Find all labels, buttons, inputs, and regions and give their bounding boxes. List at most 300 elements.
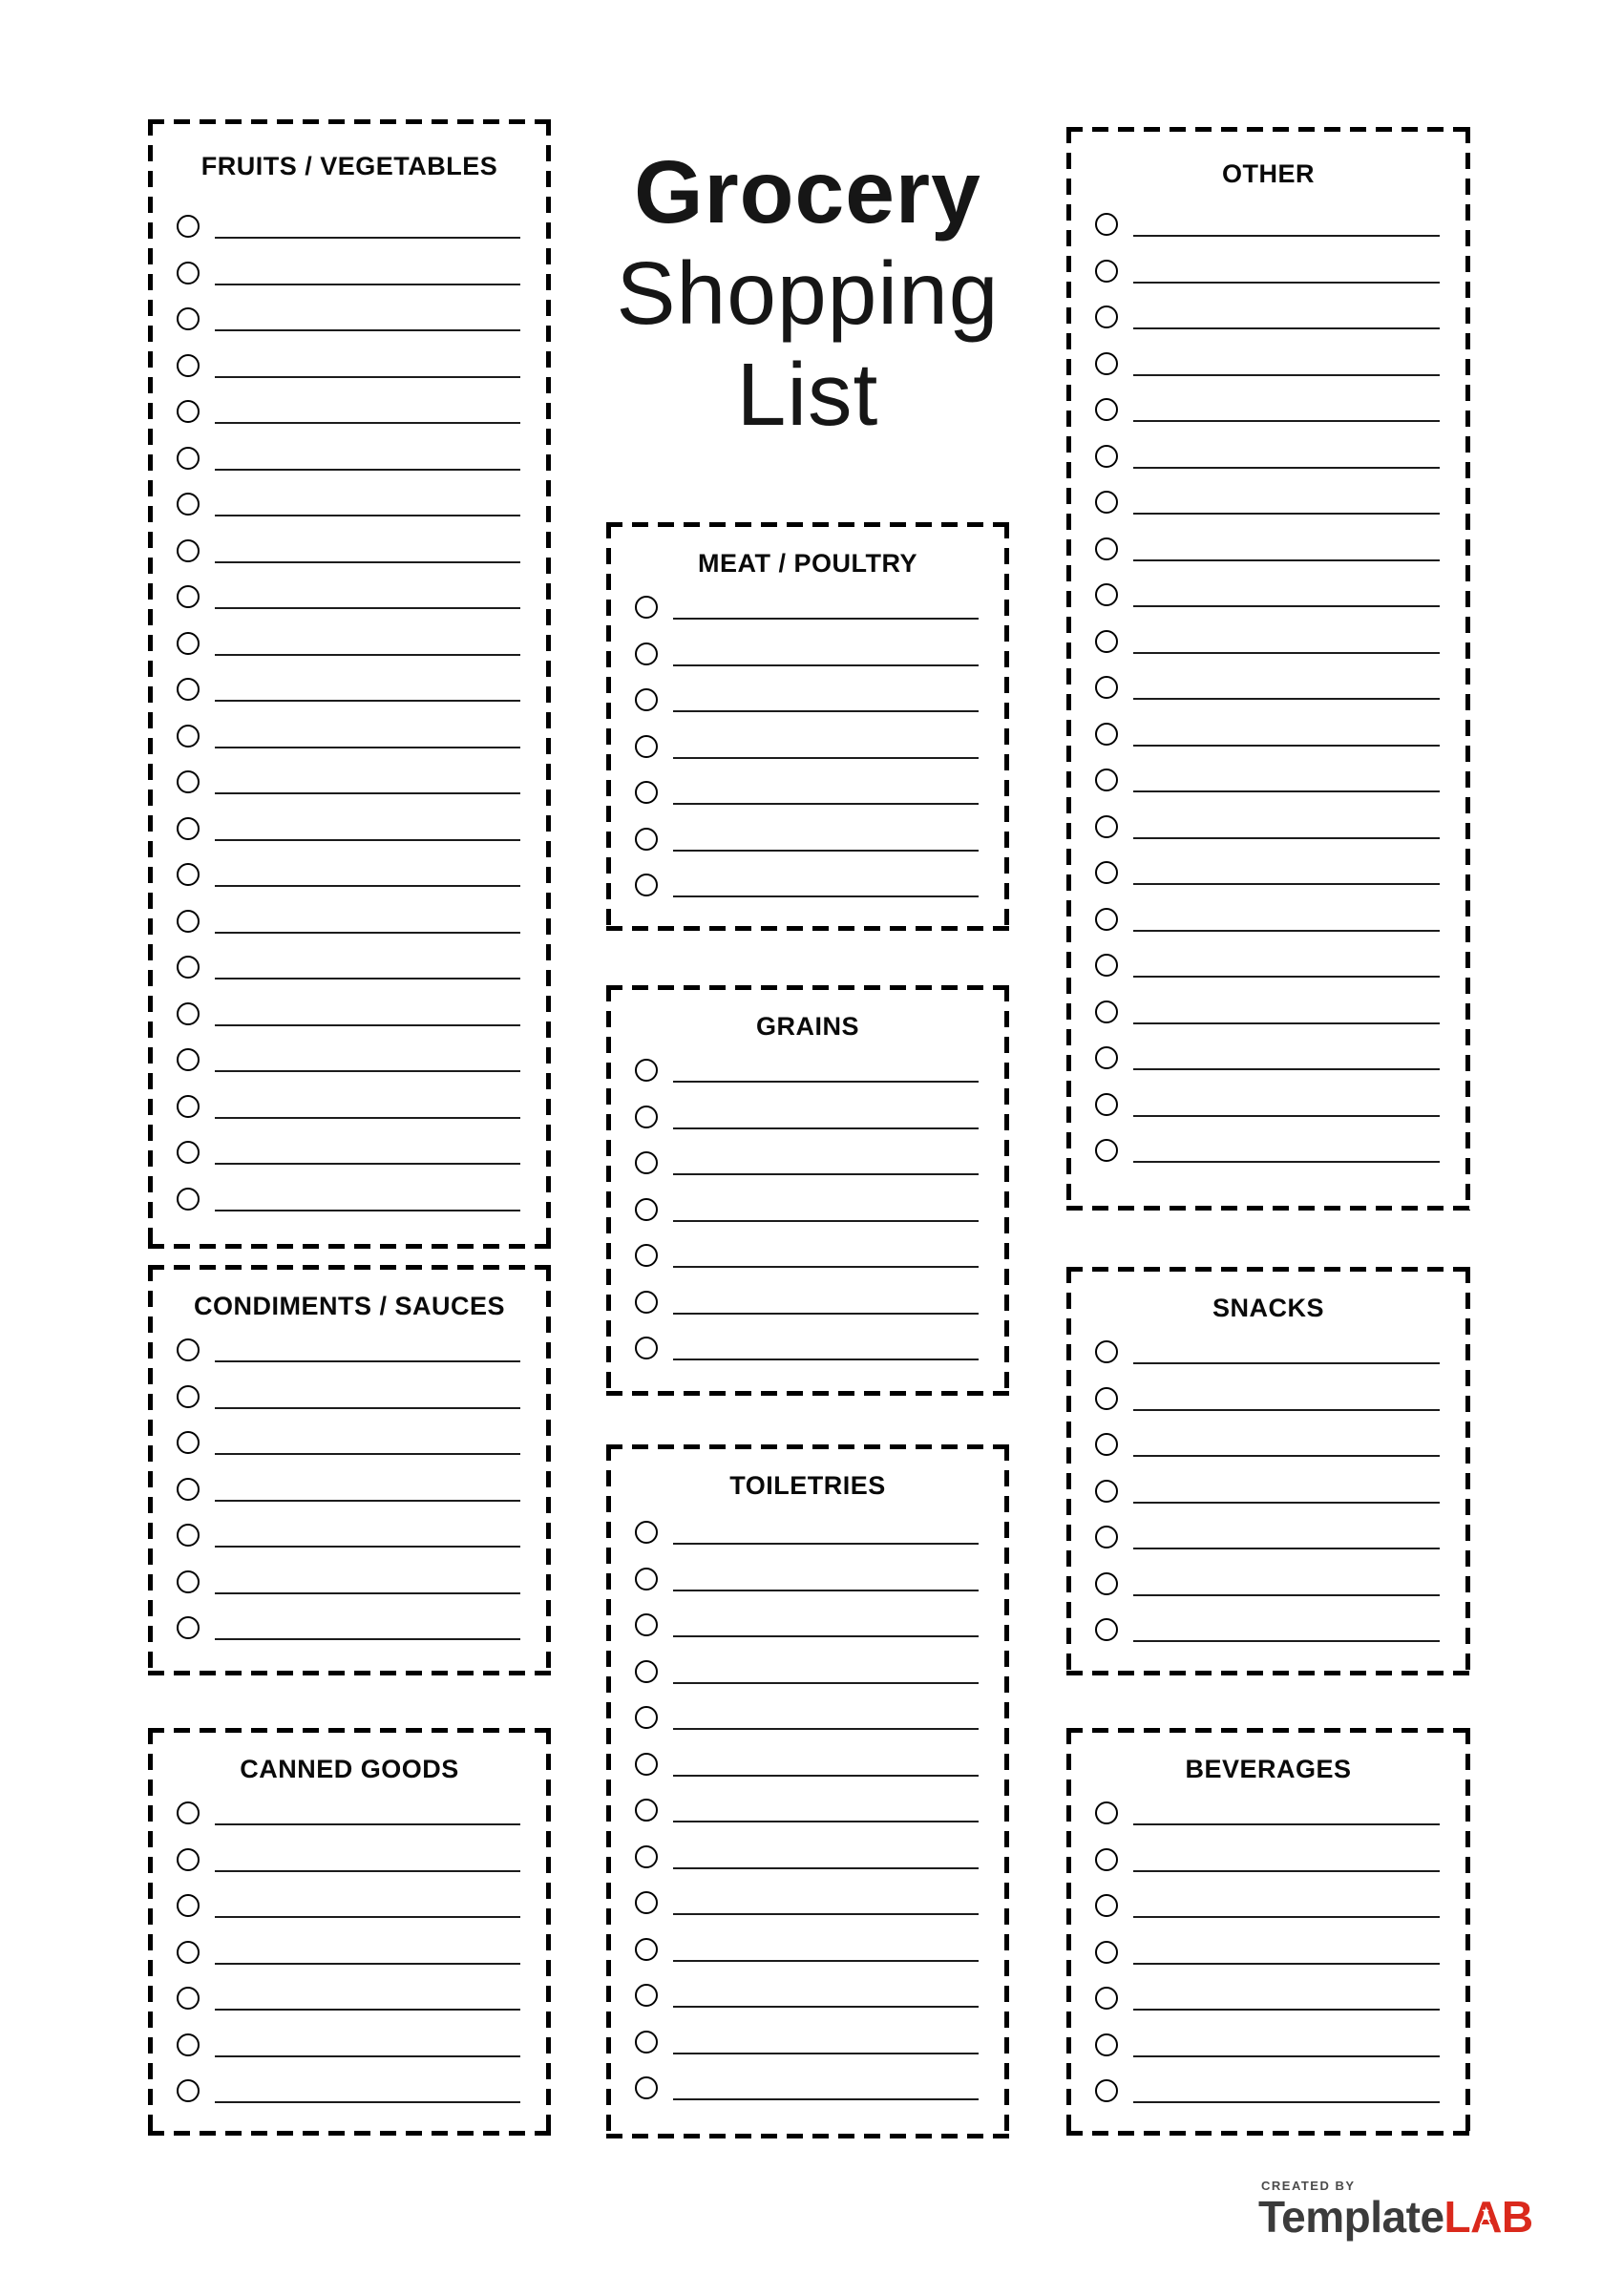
item-write-line[interactable] [215, 806, 520, 841]
item-checkbox-circle[interactable] [177, 2079, 200, 2102]
item-write-line[interactable] [673, 1140, 979, 1175]
item-write-line[interactable] [673, 1695, 979, 1730]
item-checkbox-circle[interactable] [177, 1141, 200, 1164]
item-write-line[interactable] [215, 2068, 520, 2103]
list-row [635, 769, 980, 816]
item-checkbox-circle[interactable] [1095, 1987, 1118, 2010]
item-write-line[interactable] [215, 621, 520, 656]
list-row [177, 759, 522, 806]
item-checkbox-circle[interactable] [1095, 861, 1118, 884]
item-write-line[interactable] [673, 816, 979, 852]
item-checkbox-circle[interactable] [177, 1188, 200, 1211]
dashed-border-top [606, 1444, 1009, 1449]
item-checkbox-circle[interactable] [635, 642, 658, 665]
item-write-line[interactable] [215, 1037, 520, 1072]
item-write-line[interactable] [215, 481, 520, 516]
item-checkbox-circle[interactable] [1095, 1340, 1118, 1363]
item-write-line[interactable] [215, 1176, 520, 1211]
item-checkbox-circle[interactable] [1095, 1046, 1118, 1069]
item-checkbox-circle[interactable] [635, 2076, 658, 2099]
item-checkbox-circle[interactable] [1095, 1001, 1118, 1023]
item-checkbox-circle[interactable] [635, 1337, 658, 1359]
item-checkbox-circle[interactable] [177, 1431, 200, 1454]
item-write-line[interactable] [1133, 2022, 1440, 2057]
dashed-border-left [606, 522, 611, 931]
page-title-line-3: List [736, 345, 879, 444]
list-row [635, 1140, 980, 1187]
item-checkbox-circle[interactable] [177, 725, 200, 748]
list-row [635, 1834, 980, 1881]
item-write-line[interactable] [1133, 433, 1440, 469]
list-row [177, 1420, 522, 1466]
item-write-line[interactable] [1133, 619, 1440, 654]
item-checkbox-circle[interactable] [1095, 1433, 1118, 1456]
item-write-line[interactable] [215, 898, 520, 934]
item-checkbox-circle[interactable] [635, 1660, 658, 1683]
item-write-line[interactable] [1133, 1422, 1440, 1457]
item-checkbox-circle[interactable] [177, 400, 200, 423]
list-row [1095, 1329, 1442, 1376]
item-checkbox-circle[interactable] [177, 1848, 200, 1871]
item-checkbox-circle[interactable] [635, 1059, 658, 1082]
item-checkbox-circle[interactable] [635, 1799, 658, 1822]
item-write-line[interactable] [673, 677, 979, 712]
section-header-snacks: SNACKS [1212, 1294, 1324, 1322]
page-title-line-1: Grocery [634, 142, 981, 242]
item-write-line[interactable] [215, 1466, 520, 1502]
item-write-line[interactable] [215, 852, 520, 887]
section-header-grains: GRAINS [755, 1012, 859, 1041]
list-row [177, 528, 522, 575]
list-row [635, 1741, 980, 1788]
dashed-border-right [546, 1728, 551, 2136]
brand-lab-letters: LAB [1444, 2192, 1533, 2242]
item-write-line[interactable] [673, 1787, 979, 1822]
item-write-line[interactable] [215, 343, 520, 378]
list-row [177, 481, 522, 528]
item-checkbox-circle[interactable] [635, 1984, 658, 2007]
item-checkbox-circle[interactable] [635, 1568, 658, 1590]
dashed-border-right [1004, 1444, 1009, 2138]
item-checkbox-circle[interactable] [635, 1521, 658, 1544]
item-write-line[interactable] [1133, 526, 1440, 561]
list-row [1095, 1561, 1442, 1608]
item-write-line[interactable] [1133, 1929, 1440, 1965]
section-header-meat-poultry: MEAT / POULTRY [698, 549, 917, 578]
item-checkbox-circle[interactable] [177, 1095, 200, 1118]
item-write-line[interactable] [673, 584, 979, 620]
list-row [635, 816, 980, 863]
dashed-border-left [148, 1265, 153, 1675]
item-checkbox-circle[interactable] [1095, 1480, 1118, 1503]
item-checkbox-circle[interactable] [635, 596, 658, 619]
page-title [606, 141, 1009, 445]
item-write-line[interactable] [1133, 1376, 1440, 1411]
item-write-line[interactable] [673, 1187, 979, 1222]
item-checkbox-circle[interactable] [1095, 1572, 1118, 1595]
item-checkbox-circle[interactable] [177, 447, 200, 470]
item-write-line[interactable] [1133, 1514, 1440, 1549]
item-write-line[interactable] [215, 2022, 520, 2057]
item-write-line[interactable] [215, 1512, 520, 1548]
item-write-line[interactable] [1133, 2068, 1440, 2103]
list-row [1095, 201, 1442, 248]
item-checkbox-circle[interactable] [635, 688, 658, 711]
list-row [1095, 479, 1442, 526]
item-write-line[interactable] [1133, 1975, 1440, 2011]
item-write-line[interactable] [215, 1327, 520, 1362]
item-checkbox-circle[interactable] [177, 262, 200, 284]
item-write-line[interactable] [1133, 1035, 1440, 1070]
item-checkbox-circle[interactable] [177, 1941, 200, 1964]
item-write-line[interactable] [215, 1883, 520, 1918]
item-checkbox-circle[interactable] [177, 354, 200, 377]
list-row [177, 1929, 522, 1976]
item-checkbox-circle[interactable] [1095, 260, 1118, 283]
dashed-border-right [1465, 1728, 1470, 2136]
list-row [177, 806, 522, 853]
item-checkbox-circle[interactable] [635, 735, 658, 758]
list-row [635, 1695, 980, 1741]
item-checkbox-circle[interactable] [635, 1938, 658, 1961]
item-write-line[interactable] [1133, 1790, 1440, 1825]
item-write-line[interactable] [215, 1837, 520, 1872]
item-checkbox-circle[interactable] [1095, 1526, 1118, 1548]
item-checkbox-circle[interactable] [635, 828, 658, 851]
item-checkbox-circle[interactable] [1095, 1894, 1118, 1917]
item-checkbox-circle[interactable] [177, 1478, 200, 1501]
list-row [635, 1787, 980, 1834]
item-write-line[interactable] [1133, 1607, 1440, 1642]
list-row [177, 389, 522, 435]
item-checkbox-circle[interactable] [177, 1048, 200, 1071]
item-checkbox-circle[interactable] [1095, 1618, 1118, 1641]
item-checkbox-circle[interactable] [1095, 1139, 1118, 1162]
item-write-line[interactable] [215, 1975, 520, 2011]
section-fruits-vegetables [148, 119, 551, 1249]
list-row [1095, 711, 1442, 758]
item-write-line[interactable] [673, 2019, 979, 2054]
list-row [635, 677, 980, 724]
item-write-line[interactable] [1133, 341, 1440, 376]
item-write-line[interactable] [673, 1325, 979, 1360]
item-write-line[interactable] [1133, 1837, 1440, 1872]
dashed-border-right [546, 1265, 551, 1675]
item-rows [1095, 201, 1442, 1174]
item-write-line[interactable] [1133, 294, 1440, 329]
item-write-line[interactable] [1133, 572, 1440, 607]
item-write-line[interactable] [215, 1374, 520, 1409]
list-row [1095, 387, 1442, 433]
item-write-line[interactable] [673, 724, 979, 759]
item-write-line[interactable] [1133, 804, 1440, 839]
item-write-line[interactable] [1133, 989, 1440, 1024]
item-checkbox-circle[interactable] [177, 1987, 200, 2010]
item-checkbox-circle[interactable] [177, 215, 200, 238]
templatelab-logo [1258, 2179, 1533, 2240]
section-header-beverages: BEVERAGES [1185, 1755, 1352, 1783]
list-row [1095, 1837, 1442, 1884]
list-row [635, 1279, 980, 1326]
item-write-line[interactable] [1133, 248, 1440, 284]
section-grains [606, 985, 1009, 1396]
list-row [1095, 2022, 1442, 2069]
item-write-line[interactable] [215, 1929, 520, 1965]
item-checkbox-circle[interactable] [1095, 954, 1118, 977]
item-write-line[interactable] [1133, 942, 1440, 978]
item-checkbox-circle[interactable] [177, 493, 200, 516]
item-checkbox-circle[interactable] [1095, 1093, 1118, 1116]
section-toiletries [606, 1444, 1009, 2138]
list-row [177, 621, 522, 667]
dashed-border-left [1066, 1728, 1071, 2136]
dashed-border-bottom [148, 2131, 551, 2136]
list-row [1095, 1468, 1442, 1515]
list-row [1095, 989, 1442, 1036]
item-write-line[interactable] [673, 1602, 979, 1637]
dashed-border-top [1066, 127, 1470, 132]
section-header-canned-goods: CANNED GOODS [240, 1755, 459, 1783]
item-checkbox-circle[interactable] [1095, 630, 1118, 653]
item-checkbox-circle[interactable] [177, 1616, 200, 1639]
item-write-line[interactable] [673, 1232, 979, 1268]
item-write-line[interactable] [215, 1129, 520, 1165]
item-write-line[interactable] [1133, 1329, 1440, 1364]
list-row [635, 1649, 980, 1696]
list-row [1095, 896, 1442, 943]
item-checkbox-circle[interactable] [635, 1845, 658, 1868]
list-row [1095, 757, 1442, 804]
item-write-line[interactable] [1133, 1883, 1440, 1918]
item-checkbox-circle[interactable] [1095, 537, 1118, 560]
dashed-border-top [606, 985, 1009, 990]
item-checkbox-circle[interactable] [1095, 815, 1118, 838]
item-checkbox-circle[interactable] [177, 2033, 200, 2056]
dashed-border-left [1066, 1267, 1071, 1675]
item-write-line[interactable] [215, 1790, 520, 1825]
item-write-line[interactable] [673, 1509, 979, 1545]
list-row [177, 991, 522, 1038]
item-write-line[interactable] [215, 1084, 520, 1119]
item-write-line[interactable] [215, 666, 520, 702]
item-checkbox-circle[interactable] [1095, 1387, 1118, 1410]
item-checkbox-circle[interactable] [177, 1338, 200, 1361]
list-row [635, 2065, 980, 2112]
item-checkbox-circle[interactable] [1095, 2033, 1118, 2056]
section-meat-poultry [606, 522, 1009, 931]
item-checkbox-circle[interactable] [177, 770, 200, 793]
item-write-line[interactable] [215, 1420, 520, 1455]
item-checkbox-circle[interactable] [177, 632, 200, 655]
item-checkbox-circle[interactable] [1095, 1848, 1118, 1871]
item-write-line[interactable] [673, 1972, 979, 2008]
item-write-line[interactable] [673, 769, 979, 805]
item-write-line[interactable] [215, 759, 520, 794]
list-row [177, 1883, 522, 1929]
item-checkbox-circle[interactable] [635, 1106, 658, 1128]
list-row [1095, 1035, 1442, 1082]
item-write-line[interactable] [215, 528, 520, 563]
brand-wordmark [1258, 2194, 1533, 2240]
list-row [635, 1880, 980, 1927]
list-row [1095, 526, 1442, 573]
item-write-line[interactable] [1133, 850, 1440, 885]
item-checkbox-circle[interactable] [177, 956, 200, 979]
dashed-border-top [148, 1728, 551, 1733]
item-checkbox-circle[interactable] [177, 678, 200, 701]
dashed-border-bottom [148, 1671, 551, 1675]
list-row [177, 1466, 522, 1513]
item-write-line[interactable] [673, 1047, 979, 1083]
item-write-line[interactable] [673, 1880, 979, 1915]
list-row [1095, 294, 1442, 341]
item-checkbox-circle[interactable] [635, 1291, 658, 1314]
dashed-border-top [1066, 1728, 1470, 1733]
item-write-line[interactable] [673, 1741, 979, 1777]
dashed-border-top [148, 119, 551, 124]
item-write-line[interactable] [673, 1279, 979, 1315]
item-write-line[interactable] [215, 250, 520, 285]
item-checkbox-circle[interactable] [177, 910, 200, 933]
item-rows [177, 203, 522, 1222]
item-checkbox-circle[interactable] [635, 2031, 658, 2054]
list-row [635, 1187, 980, 1233]
item-checkbox-circle[interactable] [635, 1753, 658, 1776]
list-row [635, 1602, 980, 1649]
list-row [177, 1374, 522, 1421]
list-row [635, 1094, 980, 1141]
item-write-line[interactable] [673, 862, 979, 897]
item-checkbox-circle[interactable] [1095, 769, 1118, 791]
item-checkbox-circle[interactable] [1095, 908, 1118, 931]
item-write-line[interactable] [1133, 1561, 1440, 1596]
list-row [177, 1512, 522, 1559]
list-row [635, 584, 980, 631]
dashed-border-right [1004, 522, 1009, 931]
item-checkbox-circle[interactable] [177, 585, 200, 608]
item-checkbox-circle[interactable] [1095, 213, 1118, 236]
item-checkbox-circle[interactable] [1095, 445, 1118, 468]
item-write-line[interactable] [1133, 711, 1440, 747]
item-checkbox-circle[interactable] [635, 781, 658, 804]
item-rows [1095, 1790, 1442, 2115]
item-checkbox-circle[interactable] [635, 1706, 658, 1729]
list-row [1095, 664, 1442, 711]
item-checkbox-circle[interactable] [1095, 398, 1118, 421]
item-write-line[interactable] [215, 991, 520, 1026]
dashed-border-left [606, 1444, 611, 2138]
item-write-line[interactable] [1133, 896, 1440, 932]
item-rows [177, 1327, 522, 1652]
list-row [1095, 1929, 1442, 1976]
item-checkbox-circle[interactable] [1095, 1801, 1118, 1824]
item-checkbox-circle[interactable] [1095, 352, 1118, 375]
dashed-border-right [1004, 985, 1009, 1396]
item-write-line[interactable] [215, 435, 520, 471]
item-write-line[interactable] [215, 944, 520, 979]
item-write-line[interactable] [215, 203, 520, 239]
item-checkbox-circle[interactable] [635, 1891, 658, 1914]
list-row [1095, 1883, 1442, 1929]
item-checkbox-circle[interactable] [177, 1801, 200, 1824]
item-rows [177, 1790, 522, 2115]
list-row [177, 944, 522, 991]
item-write-line[interactable] [673, 631, 979, 666]
brand-template-text: Template [1258, 2192, 1444, 2242]
item-checkbox-circle[interactable] [1095, 491, 1118, 514]
item-write-line[interactable] [673, 1834, 979, 1869]
item-checkbox-circle[interactable] [635, 1244, 658, 1267]
dashed-border-left [148, 1728, 153, 2136]
item-checkbox-circle[interactable] [177, 539, 200, 562]
list-row [177, 203, 522, 250]
item-checkbox-circle[interactable] [635, 1151, 658, 1174]
section-canned-goods [148, 1728, 551, 2136]
list-row [177, 1327, 522, 1374]
list-row [635, 1927, 980, 1973]
item-write-line[interactable] [1133, 1082, 1440, 1117]
item-write-line[interactable] [215, 389, 520, 424]
item-write-line[interactable] [673, 1927, 979, 1962]
item-checkbox-circle[interactable] [177, 817, 200, 840]
item-write-line[interactable] [215, 1605, 520, 1640]
item-checkbox-circle[interactable] [1095, 583, 1118, 606]
item-checkbox-circle[interactable] [177, 1894, 200, 1917]
item-write-line[interactable] [215, 1559, 520, 1594]
dashed-border-top [148, 1265, 551, 1270]
item-checkbox-circle[interactable] [177, 307, 200, 330]
item-write-line[interactable] [673, 1556, 979, 1591]
item-write-line[interactable] [215, 574, 520, 609]
item-write-line[interactable] [1133, 201, 1440, 237]
item-write-line[interactable] [673, 1094, 979, 1129]
item-checkbox-circle[interactable] [177, 1570, 200, 1593]
list-row [177, 435, 522, 482]
item-checkbox-circle[interactable] [635, 1198, 658, 1221]
item-write-line[interactable] [215, 713, 520, 748]
item-checkbox-circle[interactable] [1095, 676, 1118, 699]
list-row [635, 862, 980, 909]
item-write-line[interactable] [1133, 1468, 1440, 1504]
item-write-line[interactable] [1133, 664, 1440, 700]
item-write-line[interactable] [1133, 757, 1440, 792]
list-row [1095, 942, 1442, 989]
item-checkbox-circle[interactable] [1095, 305, 1118, 328]
item-write-line[interactable] [215, 296, 520, 331]
item-checkbox-circle[interactable] [1095, 1941, 1118, 1964]
item-checkbox-circle[interactable] [635, 874, 658, 896]
item-checkbox-circle[interactable] [177, 1385, 200, 1408]
list-row [1095, 804, 1442, 851]
item-checkbox-circle[interactable] [177, 863, 200, 886]
item-write-line[interactable] [1133, 387, 1440, 422]
item-checkbox-circle[interactable] [1095, 723, 1118, 746]
section-header-fruits-vegetables: FRUITS / VEGETABLES [200, 152, 498, 180]
list-row [177, 666, 522, 713]
item-checkbox-circle[interactable] [1095, 2079, 1118, 2102]
dashed-border-right [1465, 1267, 1470, 1675]
list-row [1095, 850, 1442, 896]
item-checkbox-circle[interactable] [177, 1524, 200, 1547]
item-write-line[interactable] [1133, 479, 1440, 515]
item-checkbox-circle[interactable] [177, 1002, 200, 1025]
list-row [177, 343, 522, 390]
item-write-line[interactable] [1133, 1127, 1440, 1163]
list-row [177, 2068, 522, 2115]
item-write-line[interactable] [673, 2065, 979, 2100]
item-write-line[interactable] [673, 1649, 979, 1684]
item-checkbox-circle[interactable] [635, 1613, 658, 1636]
